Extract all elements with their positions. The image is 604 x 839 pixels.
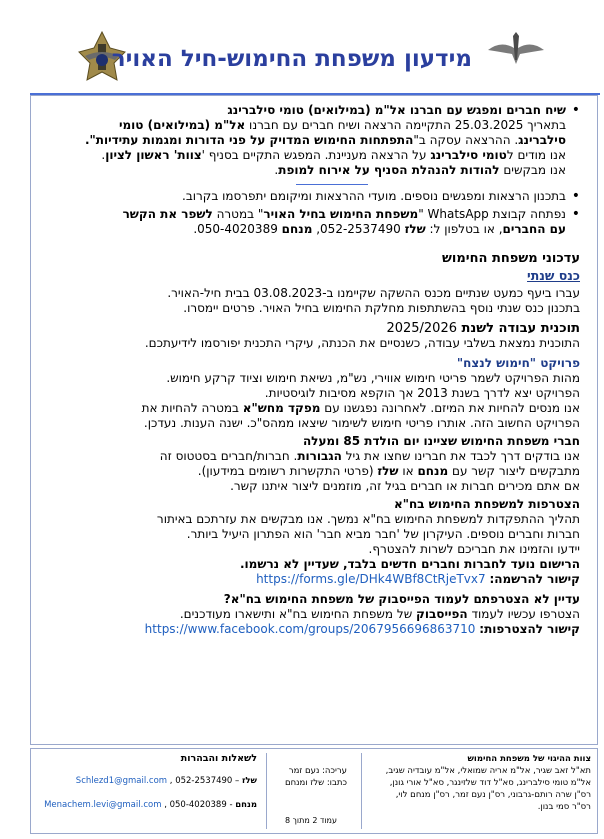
bullet-talk	[84, 103, 580, 178]
seniors-text: אם אתם מכירים חברות או חברים בגיל זה, מוזמנים ליצור איתנו קשר.	[230, 479, 580, 493]
seniors-text: אנו בודקים דרך לכבד את חברינו שחצו את גיל	[341, 449, 580, 463]
talk-title: שיח חברים ומפגש	[466, 103, 566, 117]
talk-line: . ההרצאה עסקה ב"	[413, 133, 519, 147]
talk-line: בתאריך 25.03.2025 התקיימה הרצאה ושיח חברים עם חברנו	[245, 118, 566, 132]
team-title: צוות ההיגוי של משפחת החימוש	[467, 754, 591, 764]
project-text: הפרויקט החשוב הזה. אותרו פריטי חימוש לשימור שיצאו ממהס"כ. ישנה הענות. נעדכן.	[143, 416, 580, 430]
whatsapp-goal: לשפר את הקשר	[122, 207, 213, 221]
bullet-whatsapp	[84, 207, 580, 237]
whatsapp-text: " במטרה	[212, 207, 264, 221]
separator: ,	[169, 776, 176, 786]
contact-name: מנחם	[281, 222, 313, 236]
separator: –	[232, 776, 242, 786]
talk-line: על הרצאה מעניינת. המפגש התקיים בסניף '	[201, 148, 431, 162]
project-text: במטרה להחיות את	[141, 401, 243, 415]
workplan-text: התוכנית נמצאת בשלבי עבודה, כשנסיים את הכנתה, עיקרי התכנית יפורסמו לידיעתכם.	[144, 336, 580, 350]
writers: כתבו: שלז ומנחם	[284, 778, 347, 788]
contact-phone: 050-4020389	[169, 800, 227, 810]
project-text: אנו מנסים להחיות את המיזם. לאחרונה נפגשנו עם	[320, 401, 580, 415]
seniors-heading: חברי משפחת החימוש שציינו יום הולדת 85 ומעלה	[302, 434, 580, 448]
contact-name: שלז	[404, 222, 426, 236]
registration-link[interactable]: https://forms.gle/DHk4WBf8CtRjeTvx7	[256, 572, 486, 586]
contact-name: שלז	[242, 776, 257, 786]
contact-name: מנחם	[417, 464, 449, 478]
team-members: אל"מ טומי סילברינג, סא"ל דוד שלזינגר, סא"ל אורי גונן,	[389, 778, 591, 788]
facebook-bold: הפייסבוק	[416, 607, 468, 621]
contact-box	[35, 753, 257, 811]
talk-line: אנו מבקשים	[499, 163, 566, 177]
iaf-wings-icon	[486, 30, 536, 85]
whatsapp-group: משפחת החימוש בחיל האויר	[263, 207, 419, 221]
whatsapp-text: , או בטלפון ל:	[425, 222, 503, 236]
contact-name: שלז	[377, 464, 399, 478]
team-members: תא"ל זאב שגיר, אל"מ אריה שמואלי, אל"מ עובדיה שגיב,	[385, 766, 591, 776]
talk-line-bold: טומי סילברינג	[430, 148, 507, 162]
seniors-text: (פרטי התקשרות רשומים במידעון).	[197, 464, 378, 478]
workplan-year: 2025/2026	[386, 321, 457, 336]
header-title: מידעון משפחת החימוש-חיל האויר	[111, 46, 472, 72]
contact-phone: 052-2537490	[175, 776, 233, 786]
facebook-text: של משפחת החימוש בח"א ותישארו מעודכנים.	[179, 607, 417, 621]
seniors-text: מתבקשים ליצור קשר עם	[448, 464, 580, 478]
footer-divider	[361, 753, 362, 829]
talk-line: .	[274, 163, 279, 177]
join-heading: הצטרפות למשפחת החימוש בח"א	[393, 497, 580, 511]
seniors-text: . חברות/חברים בסטטוס זה	[159, 449, 298, 463]
contact-email[interactable]: Schlezd1@gmail.com	[75, 776, 168, 786]
talk-title-guest: עם חברנו אל"מ (במילואים) טומי סילברינג	[227, 103, 467, 117]
talk-venue: צוות' ראשון לציון	[105, 148, 202, 162]
editing-credits	[267, 765, 347, 789]
team-members: רס"ר סמי בנון.	[537, 802, 591, 812]
newsletter-body	[84, 103, 580, 637]
contact-phone: 052-2537490	[320, 222, 405, 236]
talk-line-bold: אל"מ (במילואים) טומי	[118, 118, 246, 132]
facebook-heading: עדיין לא הצטרפתם לעמוד הפייסבוק של משפחת החימוש בח"א?	[223, 592, 580, 606]
updates-heading: עדכוני משפחת החימוש	[442, 251, 580, 266]
facebook-link[interactable]: https://www.facebook.com/groups/2067956696863710	[144, 622, 476, 636]
section-divider	[296, 184, 368, 185]
join-text: תהליך ההתפקדות למשפחת החימוש בח"א נמשך. אנו מבקשים את עזרתכם באיתור	[156, 512, 580, 526]
join-note: הרישום נועד לחברות וחברים חדשים בלבד, שעדיין לא נרשמו.	[239, 557, 580, 571]
join-text: יידעו והזמינו את חבריכם לשרות להצטרף.	[368, 542, 580, 556]
project-text: הפרויקט יצא לדרך בשנת 2013 אך הוקפא מסיבות לוגיסטיות.	[264, 386, 580, 400]
workplan-title: תוכנית עבודה לשנת	[457, 321, 580, 336]
join-text: חברות וחברים נוספים. העיקרון של 'חבר מביא חבר' הוא הפתרון היעיל ביותר.	[186, 527, 580, 541]
facebook-link-label: קישור להצטרפות:	[479, 622, 580, 636]
talk-line: .	[101, 148, 106, 162]
annual-conference-heading: כנס שנתי	[527, 268, 580, 283]
talk-thanks: להודות להנהלת הסניף על אירוח למופת	[278, 163, 500, 177]
whatsapp-text: נפתחה קבוצת WhatsApp "	[418, 207, 566, 221]
project-commander: מפקד מחש"א	[242, 401, 321, 415]
footer-divider	[266, 753, 267, 829]
annual-conference-text: בתכנון כנס שנתי נוסף בהשתתפות מחלקת החימוש בחיל האויר. פרטים יימסרו.	[183, 301, 580, 315]
seniors-bold: הגבורות	[297, 449, 342, 463]
team-members: רס"ן שרה רותם-גרבוני, רס"ן נעם זמר, רס"ן מנחם לוי,	[395, 790, 591, 800]
contact-email[interactable]: Menachem.levi@gmail.com	[44, 800, 162, 810]
steering-team	[366, 753, 591, 813]
talk-topic: התפתחות החימוש המדויק על פני הדורות ומגמות עתידיות".	[84, 133, 414, 147]
whatsapp-goal: עם החברים	[502, 222, 566, 236]
project-text: מהות הפרויקט לשמר פריטי חימוש אווירי, נש"מ, נשיאת חימוש וציוד קרקע חימוש.	[166, 371, 580, 385]
facebook-text: הצטרפו עכשיו לעמוד	[467, 607, 580, 621]
separator: ,	[164, 800, 170, 810]
workplan-heading	[84, 321, 580, 336]
separator: ,	[312, 222, 321, 236]
page-number: עמוד 2 מתוך 8	[285, 816, 337, 825]
contact-phone: 050-4020389.	[193, 222, 282, 236]
annual-conference-text: עברו ביעף כמעט שנתיים מכנס ההשקה שקיימנו ב-03.08.2023 בבית חיל-האויר.	[167, 286, 580, 300]
contact-name: מנחם	[235, 800, 257, 810]
talk-line: אנו מודים ל	[506, 148, 566, 162]
seniors-text: או	[398, 464, 418, 478]
bullet-planning	[84, 189, 580, 204]
planning-text: • בתכנון הרצאות ומפגשים נוספים. מועדי ההרצאות ומיקומם יתפרסמו בקרוב.	[182, 189, 566, 203]
separator: -	[226, 800, 236, 810]
project-heading: פרויקט "חימוש לנצח"	[456, 356, 580, 370]
editor: עריכה: נעם זמר	[288, 766, 347, 776]
contact-title: לשאלות והבהרות	[180, 753, 257, 764]
registration-link-label: קישור להרשמה:	[489, 572, 580, 586]
footer	[30, 748, 598, 834]
talk-line-bold: סילברינג	[518, 133, 566, 147]
